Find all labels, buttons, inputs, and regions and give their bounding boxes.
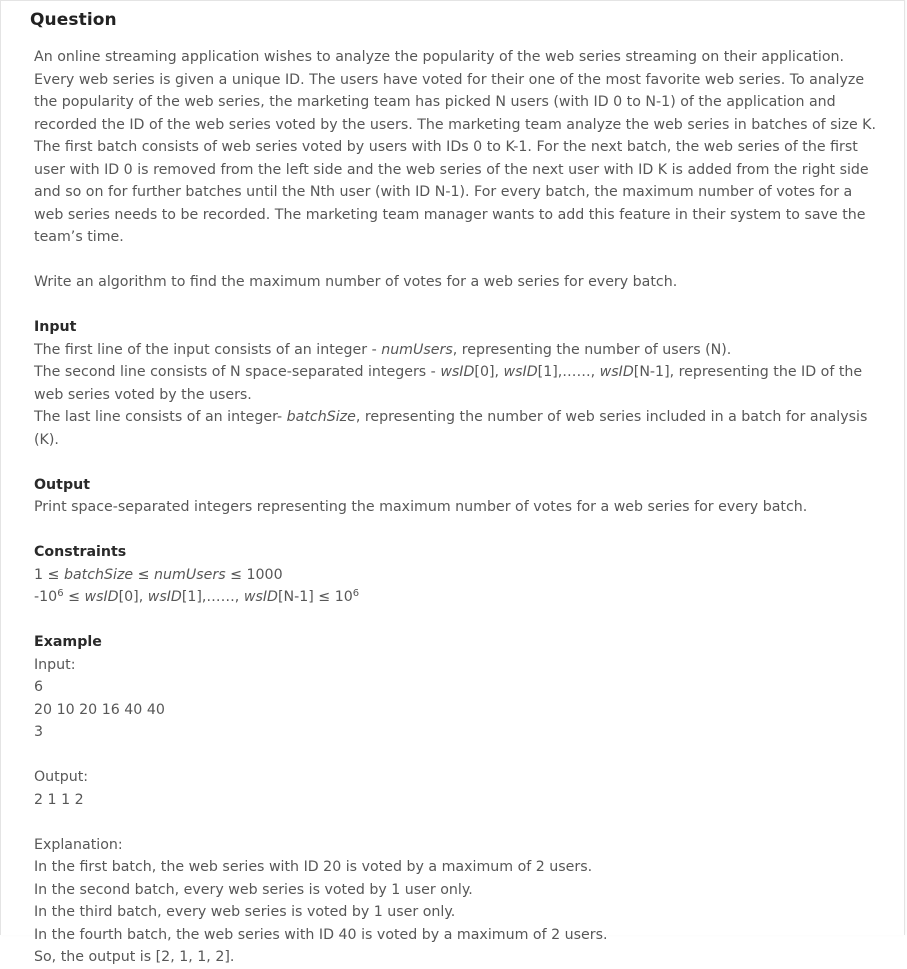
constraints-heading: Constraints [34, 544, 127, 560]
explanation-line: In the third batch, every web series is voted by 1 user only. [34, 904, 456, 920]
explanation-line: So, the output is [2, 1, 1, 2]. [34, 949, 235, 965]
constraint-1: 1 ≤ batchSize ≤ numUsers ≤ 1000 [34, 566, 283, 583]
example-input-line: 20 10 20 16 40 40 [34, 701, 165, 718]
example-output-value: 2 1 1 2 [34, 791, 84, 808]
problem-description: An online streaming application wishes to analyze the popularity of the web series streaming on their application. Every web series is given a unique ID. The users have voted for their one of the most favorite web series. To analyze the popularity of the web series, the marketing team has picked N users (with ID 0 to N-1) of the application and recorded the ID of the web series voted by the users. The marketing team analyze the web series in batches of size K. The first batch consists of web series voted by users with IDs 0 to K-1. For the next batch, the web series of the first user with ID 0 is removed from the left side and the web series of the next user with ID K is added from the right side and so on for further batches until the Nth user (with ID N-1). For every batch, the maximum number of votes for a web series needs to be recorded. The marketing team manager wants to add this feature in their system to save the team’s time. [34, 49, 876, 245]
input-heading: Input [34, 319, 77, 335]
input-line-2: The second line consists of N space-separated integers - wsID[0], wsID[1],……, wsID[N-1], representing the ID of the web series voted by the users. [34, 364, 863, 403]
example-input-line: 6 [34, 679, 44, 695]
example-explanation-label: Explanation: [34, 836, 123, 853]
problem-task: Write an algorithm to find the maximum number of votes for a web series for every batch. [34, 274, 678, 290]
explanation-line: In the second batch, every web series is voted by 1 user only. [34, 881, 473, 898]
example-heading: Example [34, 634, 102, 650]
input-line-1: The first line of the input consists of an integer - numUsers, representing the number of users (N). [34, 341, 732, 358]
output-heading: Output [34, 476, 90, 493]
constraint-2: $-10^6$ ≤ wsID[0], wsID[1],……, wsID[N-1] ≤ $10^6$ [34, 588, 360, 605]
explanation-line: In the first batch, the web series with ID 20 is voted by a maximum of 2 users. [34, 859, 593, 875]
output-text: Print space-separated integers representing the maximum number of votes for a web series for every batch. [34, 499, 808, 515]
example-input-label: Input: [34, 656, 76, 673]
input-line-3: The last line consists of an integer- batchSize, representing the number of web series included in a batch for analysis (K). [34, 409, 868, 448]
example-output-label: Output: [34, 769, 89, 785]
example-input-line: 3 [34, 724, 44, 740]
explanation-line: In the fourth batch, the web series with ID 40 is voted by a maximum of 2 users. [34, 926, 608, 943]
question-title: Question [30, 10, 117, 30]
question-content [34, 46, 884, 969]
